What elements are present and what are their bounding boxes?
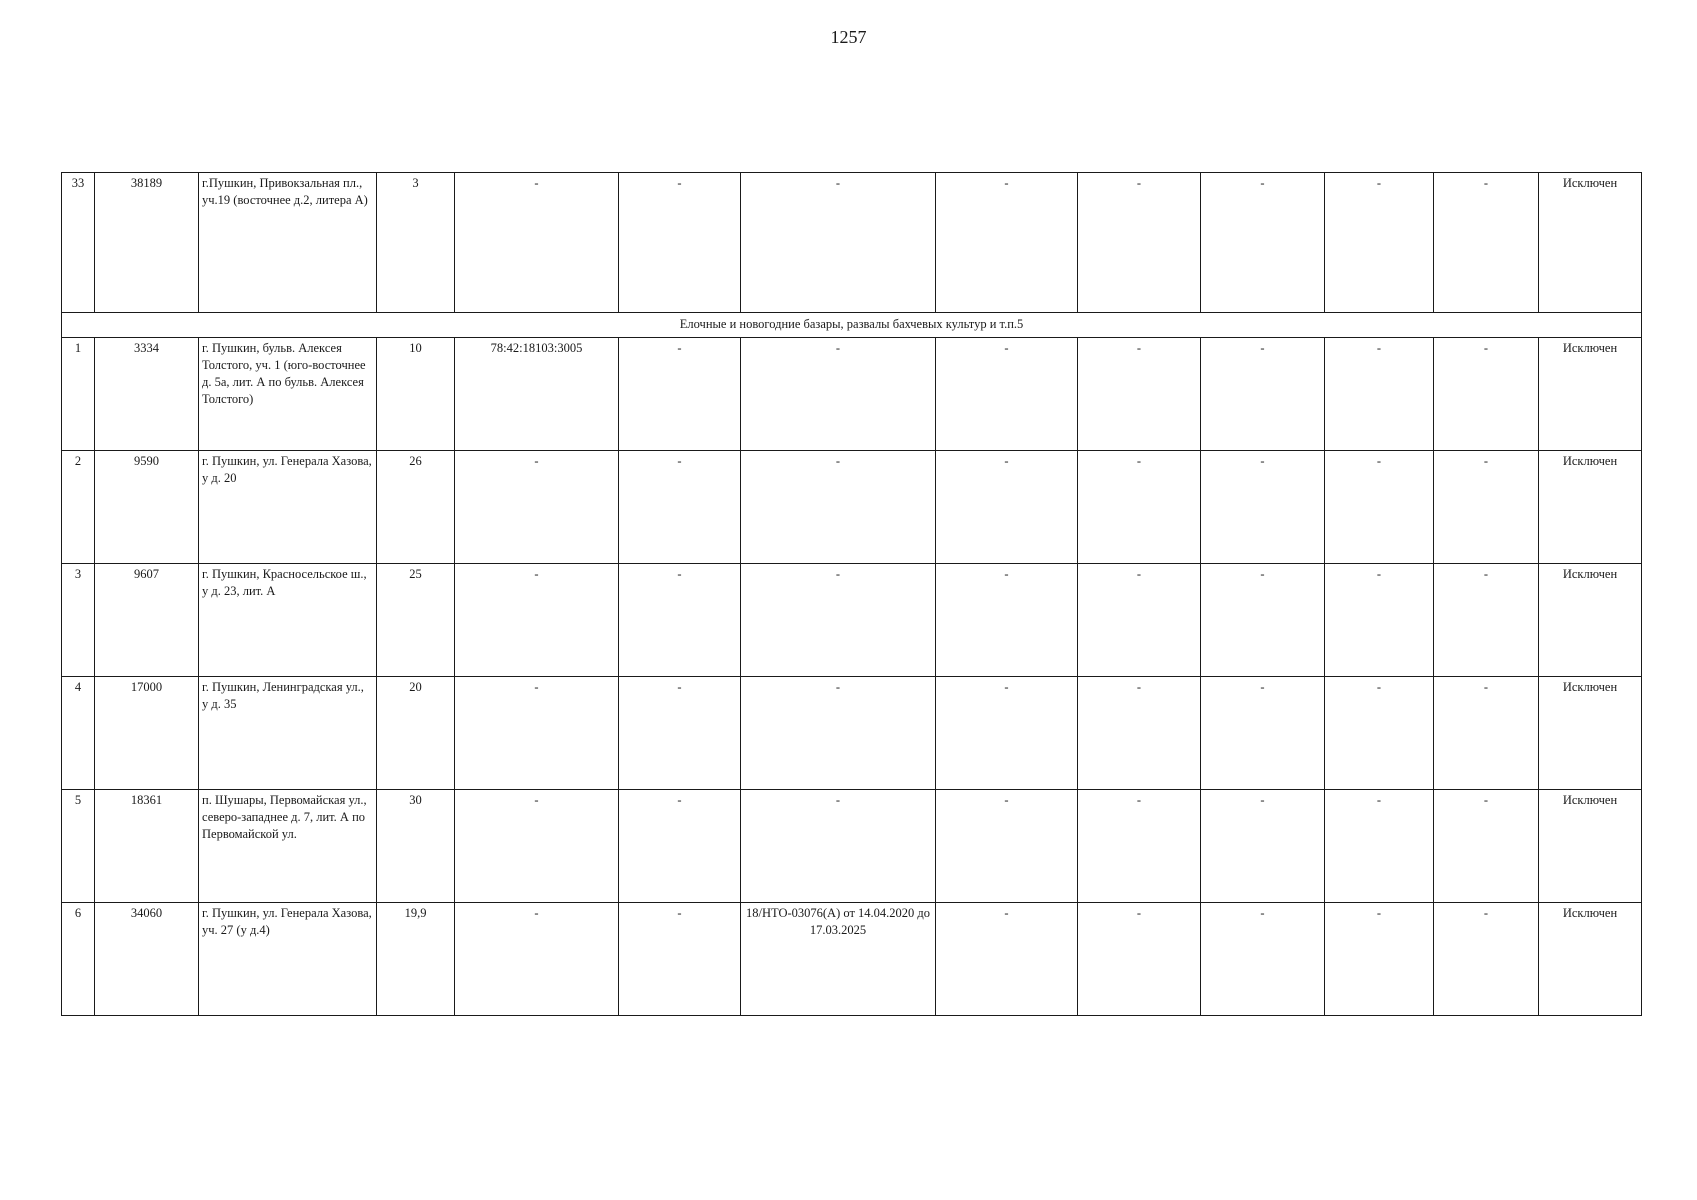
cell-address: г. Пушкин, ул. Генерала Хазова, уч. 27 (у д.4)	[199, 903, 377, 1016]
cell-permit: -	[741, 790, 936, 903]
cell-col9: -	[1078, 903, 1201, 1016]
cell-col11: -	[1325, 338, 1434, 451]
cell-area: 19,9	[377, 903, 455, 1016]
cell-col12: -	[1434, 677, 1539, 790]
cell-col11: -	[1325, 564, 1434, 677]
page-number: 1257	[830, 27, 867, 47]
cell-status: Исключен	[1539, 173, 1642, 313]
cell-status: Исключен	[1539, 564, 1642, 677]
cell-cadastral: -	[455, 564, 619, 677]
table-row	[62, 173, 1642, 313]
cell-col10: -	[1201, 677, 1325, 790]
cell-area: 26	[377, 451, 455, 564]
cell-col10: -	[1201, 173, 1325, 313]
cell-permit: -	[741, 338, 936, 451]
cell-cadastral: -	[455, 451, 619, 564]
cell-id: 34060	[95, 903, 199, 1016]
cell-area: 25	[377, 564, 455, 677]
cell-address: г.Пушкин, Привокзальная пл., уч.19 (восточнее д.2, литера А)	[199, 173, 377, 313]
cell-address: г. Пушкин, Ленинградская ул., у д. 35	[199, 677, 377, 790]
cell-col6: -	[619, 173, 741, 313]
cell-address: п. Шушары, Первомайская ул., северо-западнее д. 7, лит. А по Первомайской ул.	[199, 790, 377, 903]
registry-table	[61, 172, 1642, 1016]
cell-number: 2	[62, 451, 95, 564]
cell-col9: -	[1078, 451, 1201, 564]
cell-col10: -	[1201, 790, 1325, 903]
cell-permit: -	[741, 451, 936, 564]
cell-cadastral: -	[455, 173, 619, 313]
cell-permit: -	[741, 173, 936, 313]
cell-col10: -	[1201, 903, 1325, 1016]
cell-col12: -	[1434, 564, 1539, 677]
cell-col9: -	[1078, 564, 1201, 677]
cell-col10: -	[1201, 451, 1325, 564]
table-row	[62, 451, 1642, 564]
cell-number: 1	[62, 338, 95, 451]
cell-status: Исключен	[1539, 451, 1642, 564]
cell-cadastral: -	[455, 790, 619, 903]
cell-number: 4	[62, 677, 95, 790]
cell-col6: -	[619, 451, 741, 564]
cell-permit: -	[741, 564, 936, 677]
cell-col8: -	[936, 564, 1078, 677]
cell-status: Исключен	[1539, 903, 1642, 1016]
cell-number: 33	[62, 173, 95, 313]
cell-col11: -	[1325, 173, 1434, 313]
table-row	[62, 903, 1642, 1016]
cell-number: 3	[62, 564, 95, 677]
cell-col6: -	[619, 564, 741, 677]
cell-col11: -	[1325, 903, 1434, 1016]
cell-col9: -	[1078, 677, 1201, 790]
cell-col11: -	[1325, 790, 1434, 903]
cell-area: 30	[377, 790, 455, 903]
cell-area: 3	[377, 173, 455, 313]
table-row	[62, 338, 1642, 451]
table-row	[62, 564, 1642, 677]
cell-col8: -	[936, 173, 1078, 313]
cell-id: 9607	[95, 564, 199, 677]
cell-id: 3334	[95, 338, 199, 451]
cell-col8: -	[936, 903, 1078, 1016]
table-row	[62, 790, 1642, 903]
cell-col12: -	[1434, 338, 1539, 451]
cell-col10: -	[1201, 338, 1325, 451]
cell-id: 17000	[95, 677, 199, 790]
cell-address: г. Пушкин, Красносельское ш., у д. 23, лит. А	[199, 564, 377, 677]
cell-col11: -	[1325, 451, 1434, 564]
cell-number: 6	[62, 903, 95, 1016]
cell-area: 20	[377, 677, 455, 790]
cell-cadastral: -	[455, 677, 619, 790]
cell-status: Исключен	[1539, 338, 1642, 451]
cell-number: 5	[62, 790, 95, 903]
cell-col8: -	[936, 790, 1078, 903]
cell-status: Исключен	[1539, 790, 1642, 903]
cell-col8: -	[936, 677, 1078, 790]
cell-id: 38189	[95, 173, 199, 313]
cell-address: г. Пушкин, ул. Генерала Хазова, у д. 20	[199, 451, 377, 564]
cell-col11: -	[1325, 677, 1434, 790]
cell-col12: -	[1434, 790, 1539, 903]
cell-col8: -	[936, 451, 1078, 564]
cell-address: г. Пушкин, бульв. Алексея Толстого, уч. 1 (юго-восточнее д. 5а, лит. А по бульв. Алексея Толстого)	[199, 338, 377, 451]
cell-permit: -	[741, 677, 936, 790]
cell-id: 18361	[95, 790, 199, 903]
cell-col9: -	[1078, 338, 1201, 451]
cell-col9: -	[1078, 790, 1201, 903]
cell-col12: -	[1434, 173, 1539, 313]
cell-id: 9590	[95, 451, 199, 564]
cell-col12: -	[1434, 903, 1539, 1016]
cell-col6: -	[619, 903, 741, 1016]
cell-cadastral: 78:42:18103:3005	[455, 338, 619, 451]
cell-permit: 18/НТО-03076(А) от 14.04.2020 до 17.03.2025	[741, 903, 936, 1016]
cell-col6: -	[619, 790, 741, 903]
cell-area: 10	[377, 338, 455, 451]
cell-cadastral: -	[455, 903, 619, 1016]
cell-col6: -	[619, 338, 741, 451]
section-title: Елочные и новогодние базары, развалы бахчевых культур и т.п.5	[62, 313, 1642, 338]
cell-col12: -	[1434, 451, 1539, 564]
cell-status: Исключен	[1539, 677, 1642, 790]
table-row	[62, 677, 1642, 790]
cell-col9: -	[1078, 173, 1201, 313]
cell-col8: -	[936, 338, 1078, 451]
section-header-row	[62, 313, 1642, 338]
cell-col6: -	[619, 677, 741, 790]
cell-col10: -	[1201, 564, 1325, 677]
